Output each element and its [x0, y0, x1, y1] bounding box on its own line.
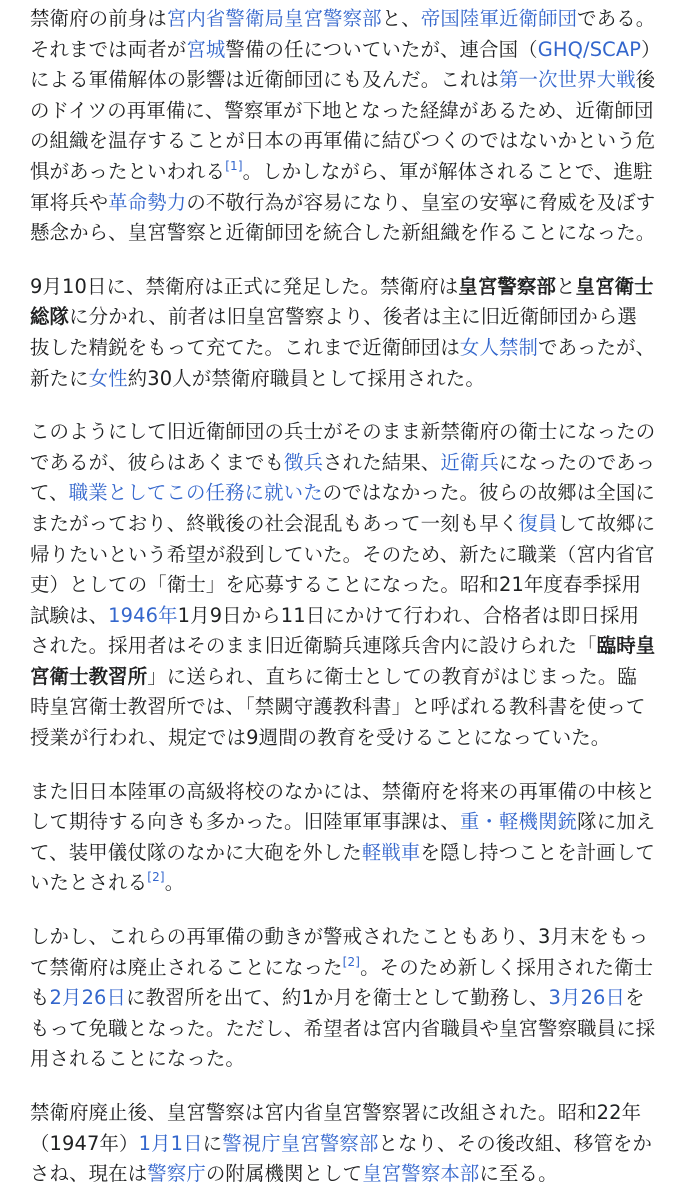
article-link[interactable]: 帝国陸軍近衛師団 — [420, 7, 578, 30]
text-run: 。そのため新しく採用された衛士も — [30, 955, 654, 1010]
article-link[interactable]: 第一次世界大戦 — [498, 68, 636, 92]
paragraph — [30, 272, 656, 394]
article-link[interactable]: 職業としてこの任務に就いた — [68, 481, 323, 505]
article-link[interactable]: GHQ/SCAP — [537, 37, 642, 61]
paragraph — [30, 417, 656, 754]
paragraph — [30, 777, 656, 899]
reference-link[interactable]: [2] — [342, 954, 361, 969]
text-run: に教習所を出て、約1か月を衛士として勤務し、 — [126, 986, 549, 1010]
paragraph — [30, 4, 656, 249]
text-run: の附属機関として — [205, 1162, 363, 1186]
bold-term: 皇宮衛士総隊 — [30, 274, 654, 329]
article-link[interactable]: 2月26日 — [49, 986, 127, 1010]
text-run: 1月9日から11日にかけて行われ、合格者は即日採用された。採用者はそのまま旧近衛騎兵連隊兵舎内に設けられた「 — [30, 603, 640, 658]
text-run: また旧日本陸軍の高級将校のなかには、禁衛府を将来の再軍備の中核として期待する向きも多かった。旧陸軍軍事課は、 — [30, 779, 656, 834]
paragraph — [30, 922, 656, 1075]
text-run: と、 — [381, 7, 421, 30]
article-link[interactable]: 近衛兵 — [440, 450, 499, 474]
text-run: 禁衛府廃止後、皇宮警察は宮内省皇宮警察署に改組された。昭和22年（1947年） — [30, 1101, 642, 1155]
article-link[interactable]: 宮城 — [186, 37, 226, 61]
text-run: 約30人が禁衛府職員として採用された。 — [127, 366, 485, 390]
text-run: に分かれ、前者は旧皇宮警察より、後者は主に旧近衛師団から選抜した精鋭をもって充てた。これまで近衛師団は — [30, 305, 637, 359]
text-run: 」に送られ、直ちに衛士としての教育がはじまった。臨時皇宮衛士教習所では、「禁闕守護教科書」と呼ばれる教科書を使って授業が行われ、規定では9週間の教育を受けることになっていた。 — [30, 664, 646, 750]
citation-superscript — [343, 955, 360, 969]
text-run: である。それまでは両者が — [30, 7, 656, 61]
bold-term: 皇宮警察部 — [458, 274, 556, 298]
article-link[interactable]: 女人禁制 — [459, 335, 539, 359]
article-link[interactable]: 重・軽機関銃 — [459, 810, 578, 834]
text-run: と — [555, 274, 576, 298]
article-link[interactable]: 1946年 — [108, 603, 178, 627]
text-run: 。しかしながら、軍が解体されることで、進駐軍将兵や — [30, 159, 653, 214]
text-run: 。 — [164, 871, 185, 895]
article-link[interactable]: 警視庁皇宮警察部 — [222, 1131, 379, 1155]
text-run: 後のドイツの再軍備に、警察軍が下地となった経緯があるため、近衛師団の組織を温存することが日本の再軍備に結びつくのではないかという危惧があったといわれる — [30, 68, 656, 183]
reference-link[interactable]: [1] — [225, 159, 243, 174]
text-run: 警備の任についていたが、連合国（ — [225, 37, 538, 61]
text-run: の不敬行為が容易になり、皇室の安寧に脅威を及ぼす懸念から、皇宮警察と近衛師団を統合した新組織を作ることになった。 — [30, 190, 656, 245]
article-link[interactable]: 徴兵 — [284, 450, 324, 474]
article-link[interactable]: 軽戦車 — [361, 840, 421, 864]
text-run: を隠し持つことを計画していたとされる — [30, 840, 655, 895]
text-run: となり、その後改組、移管をかさね、現在は — [30, 1131, 653, 1186]
text-run: に — [202, 1131, 223, 1155]
text-run: しかし、これらの再軍備の動きが警戒されたこともあり、3月末をもって禁衛府は廃止されることになった — [30, 925, 649, 979]
text-run: に至る。 — [479, 1162, 558, 1186]
text-run: 隊に加えて、装甲儀仗隊のなかに大砲を外した — [30, 810, 656, 864]
article-link[interactable]: 宮内省警衛局皇宮警察部 — [166, 7, 382, 30]
text-run: のではなかった。彼らの故郷は全国にまたがっており、終戦後の社会混乱もあって一刻も早く — [30, 481, 655, 535]
text-run: ）による軍備解体の影響は近衛師団にも及んだ。これは — [30, 37, 651, 92]
article-link[interactable]: 警察庁 — [147, 1162, 206, 1186]
text-run: このようにして旧近衛師団の兵士がそのまま新禁衛府の衛士になったのであるが、彼らはあくまでも — [30, 420, 656, 474]
article-link[interactable]: 復員 — [518, 511, 558, 535]
text-run: 9月10日に、禁衛府は正式に発足した。禁衛府は — [30, 274, 459, 298]
article-link[interactable]: 3月26日 — [548, 986, 626, 1010]
article-link[interactable]: 皇宮警察本部 — [362, 1162, 480, 1186]
text-run: になったのであって、 — [30, 450, 656, 505]
article-link[interactable]: 1月1日 — [138, 1131, 203, 1155]
citation-superscript — [225, 159, 242, 173]
text-run: して故郷に帰りたいという希望が殺到していた。そのため、新たに職業（宮内省官吏）としての「衛士」を応募することになった。昭和21年度春季採用試験は、 — [30, 511, 656, 627]
text-run: であったが、新たに — [30, 335, 656, 390]
citation-superscript — [147, 871, 164, 885]
article-link[interactable]: 女性 — [88, 366, 128, 390]
article-link[interactable]: 革命勢力 — [108, 190, 187, 214]
text-run: 禁衛府の前身は — [30, 7, 167, 30]
text-run: をもって免職となった。ただし、希望者は宮内省職員や皇宮警察職員に採用されることになった。 — [30, 986, 656, 1071]
reference-link[interactable]: [2] — [147, 870, 165, 885]
bold-term: 臨時皇宮衛士教習所 — [30, 634, 656, 688]
text-run: された結果、 — [323, 450, 441, 474]
paragraph — [30, 1098, 656, 1190]
